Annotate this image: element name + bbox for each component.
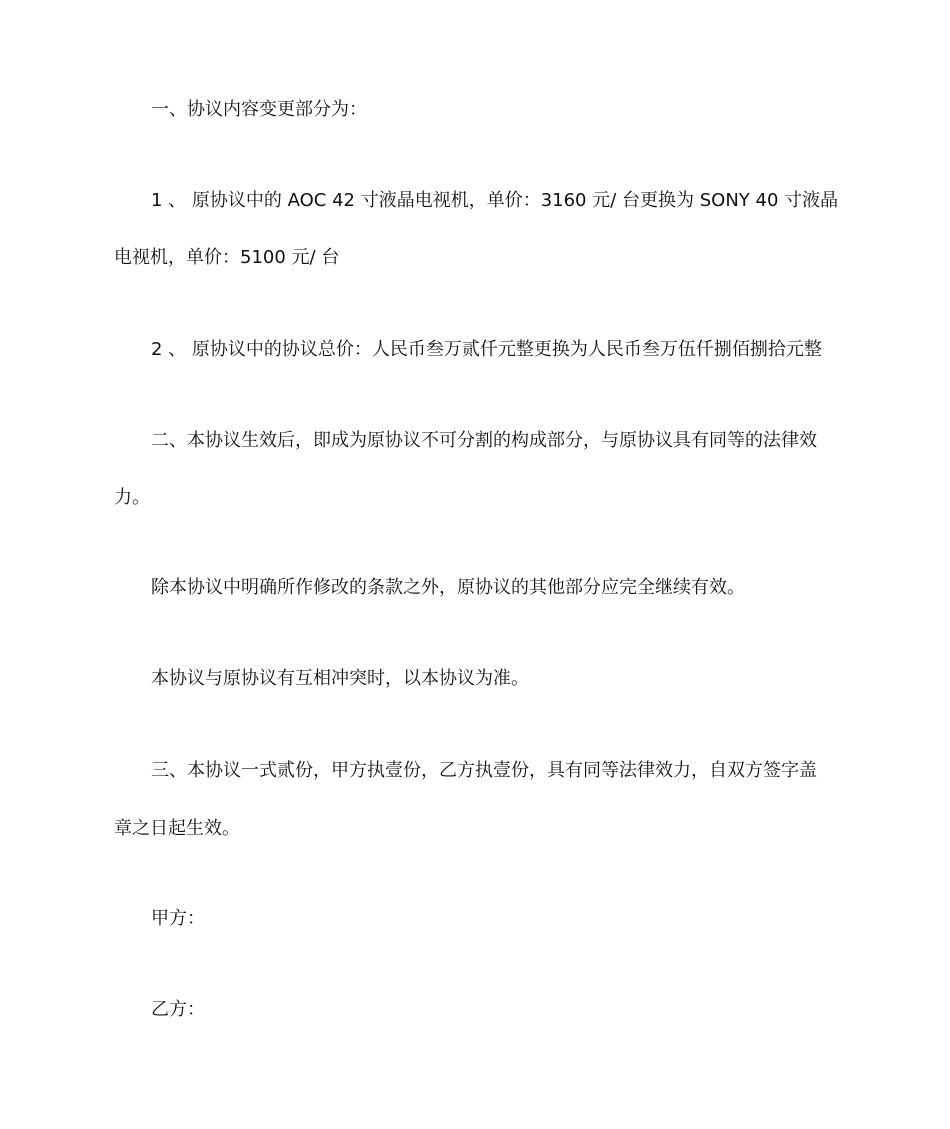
party-b-label: 乙方： (151, 999, 205, 1020)
item2-text: 2 、 原协议中的协议总价：人民币叁万贰仟元整更换为人民币叁万伍仟捌佰捌拾元整 (151, 339, 822, 360)
other-terms-paragraph: 除本协议中明确所作修改的条款之外，原协议的其他部分应完全继续有效。 (151, 577, 745, 598)
section3-line1: 三、本协议一式贰份，甲方执壹份，乙方执壹份，具有同等法律效力，自双方签字盖 (151, 760, 817, 781)
section1-heading: 一、协议内容变更部分为： (151, 99, 367, 120)
section3-line2: 章之日起生效。 (114, 818, 240, 839)
item1-line1: 1 、 原协议中的 AOC 42 寸液晶电视机，单价：3160 元/ 台更换为 SONY 40 寸液晶 (151, 190, 839, 211)
section2-line1: 二、本协议生效后，即成为原协议不可分割的构成部分，与原协议具有同等的法律效 (151, 430, 817, 451)
item1-line2: 电视机，单价：5100 元/ 台 (114, 247, 340, 268)
precedence-paragraph: 本协议与原协议有互相冲突时，以本协议为准。 (151, 668, 529, 689)
party-a-label: 甲方： (151, 908, 205, 929)
section2-line2: 力。 (114, 487, 150, 508)
